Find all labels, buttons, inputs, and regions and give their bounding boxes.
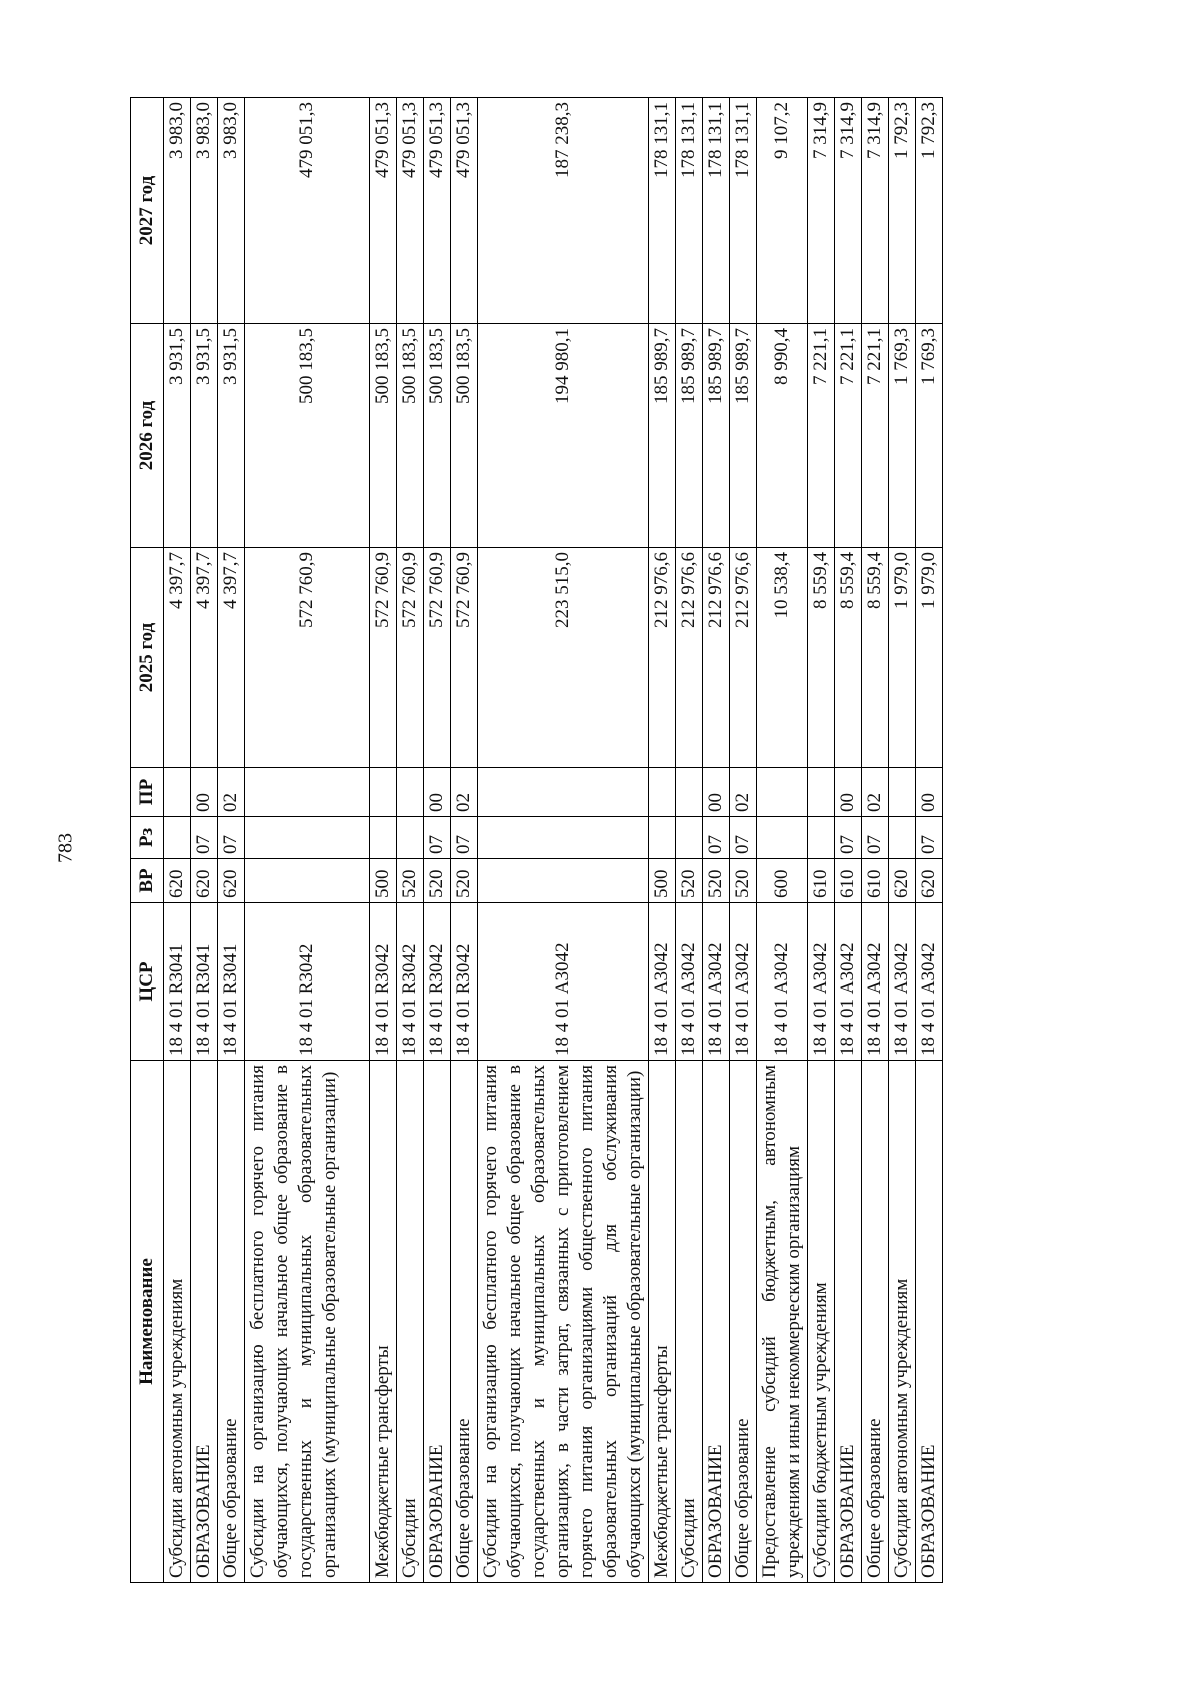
row-2026: 1 769,3: [916, 324, 943, 548]
row-rz: [676, 817, 703, 859]
budget-table-container: [130, 98, 1048, 1583]
row-2026: 500 183,5: [424, 324, 451, 548]
row-2025: 572 760,9: [397, 548, 424, 768]
row-vr: 520: [676, 859, 703, 903]
row-2025: 8 559,4: [835, 548, 862, 768]
row-2027: 178 131,1: [730, 98, 757, 324]
row-2025: 8 559,4: [862, 548, 889, 768]
table-row: [703, 98, 730, 1583]
row-2025: 212 976,6: [676, 548, 703, 768]
row-csr: 18 4 01 R3042: [397, 903, 424, 1061]
row-vr: [478, 859, 649, 903]
row-2025: 1 979,0: [889, 548, 916, 768]
row-pr: [676, 768, 703, 817]
row-name: Общее образование: [730, 1061, 757, 1583]
row-2026: 7 221,1: [835, 324, 862, 548]
row-2025: 4 397,7: [191, 548, 218, 768]
table-row: [451, 98, 478, 1583]
row-2026: 185 989,7: [649, 324, 676, 548]
row-csr: 18 4 01 А3042: [835, 903, 862, 1061]
row-name: Предоставление субсидий бюджетным, автономным учреждениям и иным некоммерческим организациям: [757, 1061, 808, 1583]
header-vr: ВР: [131, 859, 164, 903]
row-2027: 479 051,3: [451, 98, 478, 324]
row-2027: 7 314,9: [862, 98, 889, 324]
row-2027: 479 051,3: [370, 98, 397, 324]
row-csr: 18 4 01 А3042: [730, 903, 757, 1061]
row-vr: 520: [397, 859, 424, 903]
row-name: Субсидии автономным учреждениям: [164, 1061, 191, 1583]
row-pr: 00: [835, 768, 862, 817]
row-vr: 610: [835, 859, 862, 903]
row-csr: 18 4 01 R3042: [245, 903, 370, 1061]
table-row: [862, 98, 889, 1583]
row-csr: 18 4 01 R3042: [424, 903, 451, 1061]
row-2027: 479 051,3: [424, 98, 451, 324]
row-rz: 07: [862, 817, 889, 859]
row-2026: 3 931,5: [164, 324, 191, 548]
table-row: [164, 98, 191, 1583]
header-csr: ЦСР: [131, 903, 164, 1061]
row-vr: 500: [370, 859, 397, 903]
row-rz: [370, 817, 397, 859]
row-csr: 18 4 01 А3042: [676, 903, 703, 1061]
row-rz: [245, 817, 370, 859]
row-2026: 500 183,5: [451, 324, 478, 548]
row-2027: 1 792,3: [889, 98, 916, 324]
row-2026: 194 980,1: [478, 324, 649, 548]
row-vr: 520: [703, 859, 730, 903]
row-pr: 02: [862, 768, 889, 817]
row-2027: 3 983,0: [218, 98, 245, 324]
table-row: [370, 98, 397, 1583]
row-2026: 7 221,1: [862, 324, 889, 548]
row-pr: [370, 768, 397, 817]
row-name: Общее образование: [451, 1061, 478, 1583]
table-row: [191, 98, 218, 1583]
row-2026: 3 931,5: [218, 324, 245, 548]
row-name: Межбюджетные трансферты: [370, 1061, 397, 1583]
header-rz: Рз: [131, 817, 164, 859]
row-csr: 18 4 01 А3042: [889, 903, 916, 1061]
row-csr: 18 4 01 А3042: [757, 903, 808, 1061]
row-pr: 00: [191, 768, 218, 817]
table-row: [889, 98, 916, 1583]
row-csr: 18 4 01 R3041: [191, 903, 218, 1061]
row-2025: 212 976,6: [649, 548, 676, 768]
row-vr: 610: [808, 859, 835, 903]
row-2027: 3 983,0: [191, 98, 218, 324]
row-rz: [757, 817, 808, 859]
row-vr: 520: [424, 859, 451, 903]
row-rz: [164, 817, 191, 859]
row-vr: 620: [218, 859, 245, 903]
row-2027: 1 792,3: [916, 98, 943, 324]
row-name: Субсидии: [676, 1061, 703, 1583]
row-csr: 18 4 01 А3042: [862, 903, 889, 1061]
row-pr: 00: [424, 768, 451, 817]
row-2025: 572 760,9: [451, 548, 478, 768]
row-2026: 7 221,1: [808, 324, 835, 548]
row-rz: [478, 817, 649, 859]
row-csr: 18 4 01 А3042: [916, 903, 943, 1061]
row-csr: 18 4 01 R3042: [451, 903, 478, 1061]
row-pr: [757, 768, 808, 817]
row-2025: 1 979,0: [916, 548, 943, 768]
row-name: Субсидии на организацию бесплатного горячего питания обучающихся, получающих начальное общее образование в государственных и муниципальных образовательных организациях, в части затрат, связанных с приготовлением горячего питания организациями общественного питания образовательных организаций для обслуживания обучающихся (муниципальные образовательные организации): [478, 1061, 649, 1583]
header-name: Наименование: [131, 1061, 164, 1583]
row-vr: 610: [862, 859, 889, 903]
row-2026: 3 931,5: [191, 324, 218, 548]
row-2025: 572 760,9: [245, 548, 370, 768]
row-pr: [889, 768, 916, 817]
row-vr: 520: [451, 859, 478, 903]
table-row: [478, 98, 649, 1583]
row-2026: 8 990,4: [757, 324, 808, 548]
table-row: [757, 98, 808, 1583]
table-row: [835, 98, 862, 1583]
row-rz: 07: [730, 817, 757, 859]
row-2026: 1 769,3: [889, 324, 916, 548]
row-2027: 178 131,1: [703, 98, 730, 324]
row-pr: 02: [218, 768, 245, 817]
row-2025: 212 976,6: [730, 548, 757, 768]
budget-table: [130, 97, 943, 1583]
row-pr: [397, 768, 424, 817]
row-vr: [245, 859, 370, 903]
row-2027: 7 314,9: [808, 98, 835, 324]
header-2027: 2027 год: [131, 98, 164, 324]
row-2025: 8 559,4: [808, 548, 835, 768]
row-rz: [889, 817, 916, 859]
row-csr: 18 4 01 А3042: [649, 903, 676, 1061]
row-pr: 02: [730, 768, 757, 817]
row-2026: 500 183,5: [370, 324, 397, 548]
header-2026: 2026 год: [131, 324, 164, 548]
row-2027: 7 314,9: [835, 98, 862, 324]
row-name: Субсидии бюджетным учреждениям: [808, 1061, 835, 1583]
row-vr: 620: [916, 859, 943, 903]
page-number: 783: [54, 833, 77, 863]
row-pr: [245, 768, 370, 817]
row-pr: 00: [703, 768, 730, 817]
row-name: Общее образование: [218, 1061, 245, 1583]
row-2027: 479 051,3: [245, 98, 370, 324]
row-rz: 07: [424, 817, 451, 859]
row-pr: [649, 768, 676, 817]
row-vr: 600: [757, 859, 808, 903]
row-vr: 500: [649, 859, 676, 903]
row-csr: 18 4 01 R3042: [370, 903, 397, 1061]
row-csr: 18 4 01 R3041: [218, 903, 245, 1061]
table-row: [424, 98, 451, 1583]
row-vr: 620: [889, 859, 916, 903]
row-2026: 500 183,5: [245, 324, 370, 548]
row-rz: 07: [835, 817, 862, 859]
header-pr: ПР: [131, 768, 164, 817]
row-name: ОБРАЗОВАНИЕ: [424, 1061, 451, 1583]
table-header-row: [131, 98, 164, 1583]
row-2026: 500 183,5: [397, 324, 424, 548]
row-name: Субсидии на организацию бесплатного горячего питания обучающихся, получающих начальное общее образование в государственных и муниципальных образовательных организациях (муниципальные образовательные организации): [245, 1061, 370, 1583]
row-name: ОБРАЗОВАНИЕ: [916, 1061, 943, 1583]
row-vr: 620: [191, 859, 218, 903]
row-2027: 3 983,0: [164, 98, 191, 324]
row-name: ОБРАЗОВАНИЕ: [835, 1061, 862, 1583]
table-row: [916, 98, 943, 1583]
row-name: Субсидии: [397, 1061, 424, 1583]
row-2027: 9 107,2: [757, 98, 808, 324]
row-2025: 223 515,0: [478, 548, 649, 768]
row-csr: 18 4 01 R3041: [164, 903, 191, 1061]
row-2026: 185 989,7: [730, 324, 757, 548]
row-name: Субсидии автономным учреждениям: [889, 1061, 916, 1583]
table-row: [218, 98, 245, 1583]
row-pr: 02: [451, 768, 478, 817]
row-2025: 4 397,7: [218, 548, 245, 768]
row-name: ОБРАЗОВАНИЕ: [703, 1061, 730, 1583]
row-2025: 10 538,4: [757, 548, 808, 768]
row-2025: 212 976,6: [703, 548, 730, 768]
row-pr: 00: [916, 768, 943, 817]
row-pr: [164, 768, 191, 817]
row-rz: 07: [191, 817, 218, 859]
row-name: Межбюджетные трансферты: [649, 1061, 676, 1583]
row-vr: 520: [730, 859, 757, 903]
row-2027: 178 131,1: [649, 98, 676, 324]
table-row: [397, 98, 424, 1583]
row-rz: [397, 817, 424, 859]
row-rz: [649, 817, 676, 859]
row-rz: 07: [916, 817, 943, 859]
row-pr: [478, 768, 649, 817]
row-2026: 185 989,7: [676, 324, 703, 548]
row-rz: 07: [218, 817, 245, 859]
table-row: [676, 98, 703, 1583]
row-name: Общее образование: [862, 1061, 889, 1583]
row-2025: 572 760,9: [370, 548, 397, 768]
row-2026: 185 989,7: [703, 324, 730, 548]
row-pr: [808, 768, 835, 817]
row-vr: 620: [164, 859, 191, 903]
row-2025: 4 397,7: [164, 548, 191, 768]
row-2025: 572 760,9: [424, 548, 451, 768]
row-csr: 18 4 01 А3042: [703, 903, 730, 1061]
table-row: [649, 98, 676, 1583]
table-row: [808, 98, 835, 1583]
row-2027: 187 238,3: [478, 98, 649, 324]
row-csr: 18 4 01 А3042: [808, 903, 835, 1061]
row-rz: 07: [703, 817, 730, 859]
row-rz: [808, 817, 835, 859]
row-2027: 178 131,1: [676, 98, 703, 324]
row-rz: 07: [451, 817, 478, 859]
row-name: ОБРАЗОВАНИЕ: [191, 1061, 218, 1583]
table-row: [245, 98, 370, 1583]
header-2025: 2025 год: [131, 548, 164, 768]
row-csr: 18 4 01 А3042: [478, 903, 649, 1061]
row-2027: 479 051,3: [397, 98, 424, 324]
table-row: [730, 98, 757, 1583]
